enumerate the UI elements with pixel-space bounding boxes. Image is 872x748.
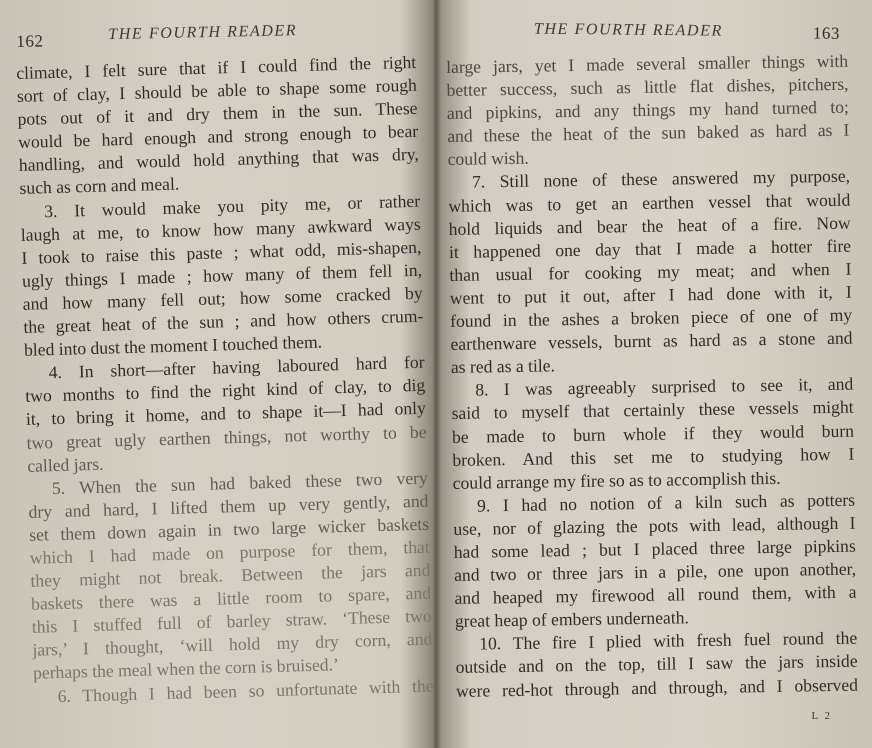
text-line: and pipkins, and any things my hand turned to; [446,96,850,124]
text-line: the great heat of the sun ; and how others crum- [23,305,424,337]
text-line: 5. When the sun had baked these two very [51,467,429,498]
text-line: pots out of it and dry them in the sun. These [17,98,418,130]
text-line: earthenware vessels, burnt as hard as a stone and [450,327,853,355]
text-line: outside and on the top, till I saw the jars inside [455,651,858,678]
text-line: as red as a tile. [450,355,556,378]
text-line: 3. It would make you pity me, or rather [43,190,421,221]
text-line: handling, and would hold anything that was dry, [18,144,420,176]
text-line: great heap of embers underneath. [454,607,690,632]
text-line: 7. Still none of these answered my purpose, [471,166,851,193]
text-line: were red-hot through and through, and I observed [455,674,859,701]
text-line: laugh at me, to know how many awkward ways [20,213,421,245]
right-page-header [446,20,858,54]
text-line: sort of clay, I should be able to shape some rough [16,74,418,107]
text-line: set them down again in two large wicker baskets [28,513,430,545]
text-line: this I stuffed full of barley straw. ‘These two [31,605,432,638]
right-running-title: THE FOURTH READER [533,20,723,40]
text-line: 6. Though I had been so unfortunate with the [57,675,434,706]
text-line: ugly things I made ; how many of them fell in, [21,259,423,291]
text-line: they might not break. Between the jars and [30,559,431,591]
text-line: 4. In short—after having laboured hard for [48,351,425,383]
text-line: two great ugly earthen things, not worthy to be [26,421,427,453]
text-line: I took to raise this paste ; what odd, mis-shapen, [21,236,422,268]
text-line: went to put it out, after I had done with it, I [449,281,852,308]
text-line: use, nor of glazing the pots with lead, although I [453,512,856,539]
left-page-text [16,51,434,709]
text-line: be made to burn whole if they would burn [451,420,855,447]
signature-mark: L 2 [811,710,832,722]
right-page-text [446,50,858,703]
text-line: which I had made on purpose for them, that [29,536,430,568]
text-line: such as corn and meal. [19,173,180,199]
text-line: and two or three jars in a pile, one upon another, [453,558,857,585]
right-page-number: 163 [812,23,841,43]
text-line: could arrange my fire so as to accomplish this. [452,467,781,493]
text-line: would be hard enough and strong enough to bear [17,121,419,153]
left-running-title: THE FOURTH READER [108,22,298,44]
text-line: than usual for cooking my meat; and when I [449,258,852,285]
text-line: said to myself that certainly these vessels might [451,397,854,424]
text-line: baskets there was a little room to spare, and [30,582,432,614]
text-line: dry and hard, I lifted them up very gently, and [28,490,429,522]
text-line: broken. And this set me to studying how I [452,443,855,470]
text-line: had some lead ; but I placed three large pipkins [453,535,856,562]
text-line: 10. The fire I plied with fresh fuel round the [479,627,858,654]
text-line: and how many fell out; how some cracked by [22,282,423,314]
text-line: and heaped my firewood all round them, with a [454,581,857,609]
text-line: 9. I had no notion of a kiln such as potters [476,489,856,516]
text-line: found in the ashes a broken piece of one of my [450,304,853,331]
text-line: 8. I was agreeably surprised to see it, and [475,373,854,400]
text-line: climate, I felt sure that if I could find the right [16,51,417,83]
text-line: which was to get an earthen vessel that would [448,189,851,216]
text-line: jars,’ I thought, ‘will hold my dry corn, and [32,628,433,661]
text-line: it happened one day that I made a hotter fire [448,235,852,262]
text-line: two months to find the right kind of clay, to dig [25,375,426,407]
text-line: and these the heat of the sun baked as hard as I [447,119,850,147]
text-line: better success, such as little flat dishes, pitchers, [446,73,849,101]
text-line: perhaps the meal when the corn is bruised.’ [32,654,340,684]
left-page [0,0,434,748]
text-line: could wish. [447,148,529,170]
text-line: it, to bring it home, and to shape it—I had only [25,398,427,430]
text-line: called jars. [26,453,104,476]
right-page [438,0,872,748]
text-line: bled into dust the moment I touched them. [23,331,323,361]
left-page-number: 162 [16,31,44,51]
text-line: hold liquids and bear the heat of a fire. Now [448,212,851,239]
text-line: large jars, yet I made several smaller things with [446,50,849,77]
left-page-header [16,15,435,54]
